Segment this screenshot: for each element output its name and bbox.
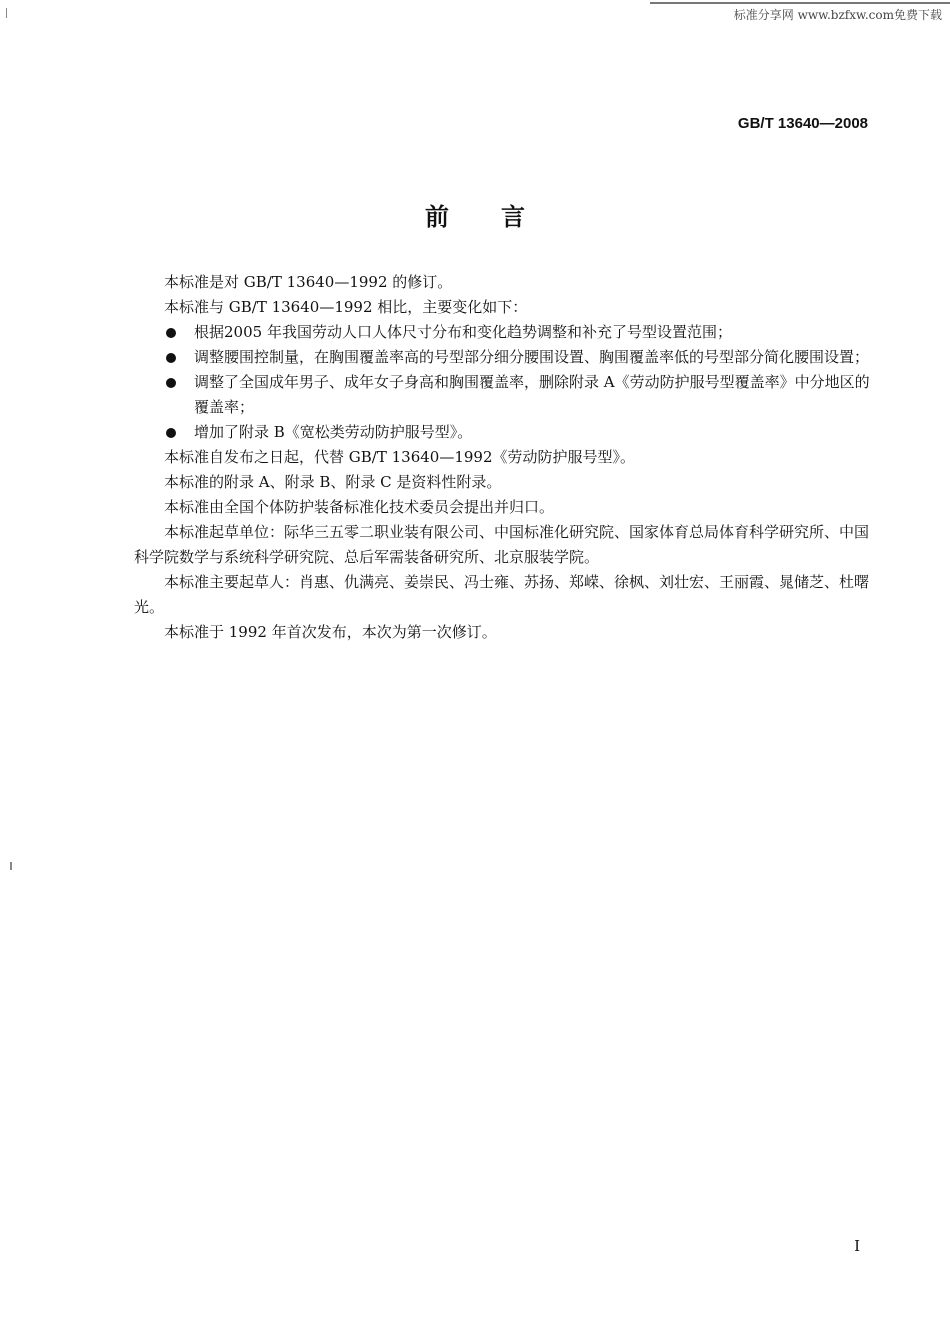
page-number: I: [854, 1237, 860, 1255]
standard-code: GB/T 13640—2008: [737, 115, 868, 132]
list-item-text: 调整了全国成年男子、成年女子身高和胸围覆盖率，删除附录 A《劳动防护服号型覆盖率》中分地区的覆盖率；: [194, 373, 870, 416]
paragraph: 本标准自发布之日起，代替 GB/T 13640—1992《劳动防护服号型》。: [164, 448, 635, 466]
page-title: 前言: [425, 203, 577, 231]
scan-edge-mark: [6, 8, 7, 18]
scan-edge-mark: [10, 862, 12, 870]
list-item: [134, 345, 870, 370]
bullet-icon: [166, 353, 176, 363]
bullet-icon: [166, 378, 176, 388]
watermark: 标准分享网 www.bzfxw.com免费下载: [733, 8, 942, 22]
paragraph: 本标准与 GB/T 13640—1992 相比，主要变化如下：: [164, 298, 528, 316]
foreword-body: [134, 270, 870, 645]
list-item-text: 调整腰围控制量，在胸围覆盖率高的号型部分细分腰围设置、胸围覆盖率低的号型部分简化腰围设置；: [194, 348, 870, 366]
paragraph: 本标准的附录 A、附录 B、附录 C 是资料性附录。: [164, 473, 502, 491]
list-item: [134, 320, 870, 345]
paragraph: 本标准是对 GB/T 13640—1992 的修订。: [164, 273, 453, 291]
bullet-icon: [166, 428, 176, 438]
list-item: [134, 370, 870, 420]
list-item-text: 根据2005 年我国劳动人口人体尺寸分布和变化趋势调整和补充了号型设置范围；: [194, 323, 732, 341]
bullet-icon: [166, 328, 176, 338]
list-item-text: 增加了附录 B《宽松类劳动防护服号型》。: [194, 423, 473, 441]
paragraph: 本标准由全国个体防护装备标准化技术委员会提出并归口。: [164, 498, 555, 516]
list-item: [134, 420, 870, 445]
paragraph: 本标准于 1992 年首次发布，本次为第一次修订。: [164, 623, 497, 641]
top-border-line: [650, 2, 950, 4]
paragraph: 本标准起草单位：际华三五零二职业装有限公司、中国标准化研究院、国家体育总局体育科学研究所、中国科学院数学与系统科学研究院、总后军需装备研究所、北京服装学院。: [134, 523, 870, 566]
paragraph: 本标准主要起草人：肖惠、仇满亮、姜崇民、冯士雍、苏扬、郑嵘、徐枫、刘壮宏、王丽霞、晁储芝、杜曙光。: [134, 573, 870, 616]
